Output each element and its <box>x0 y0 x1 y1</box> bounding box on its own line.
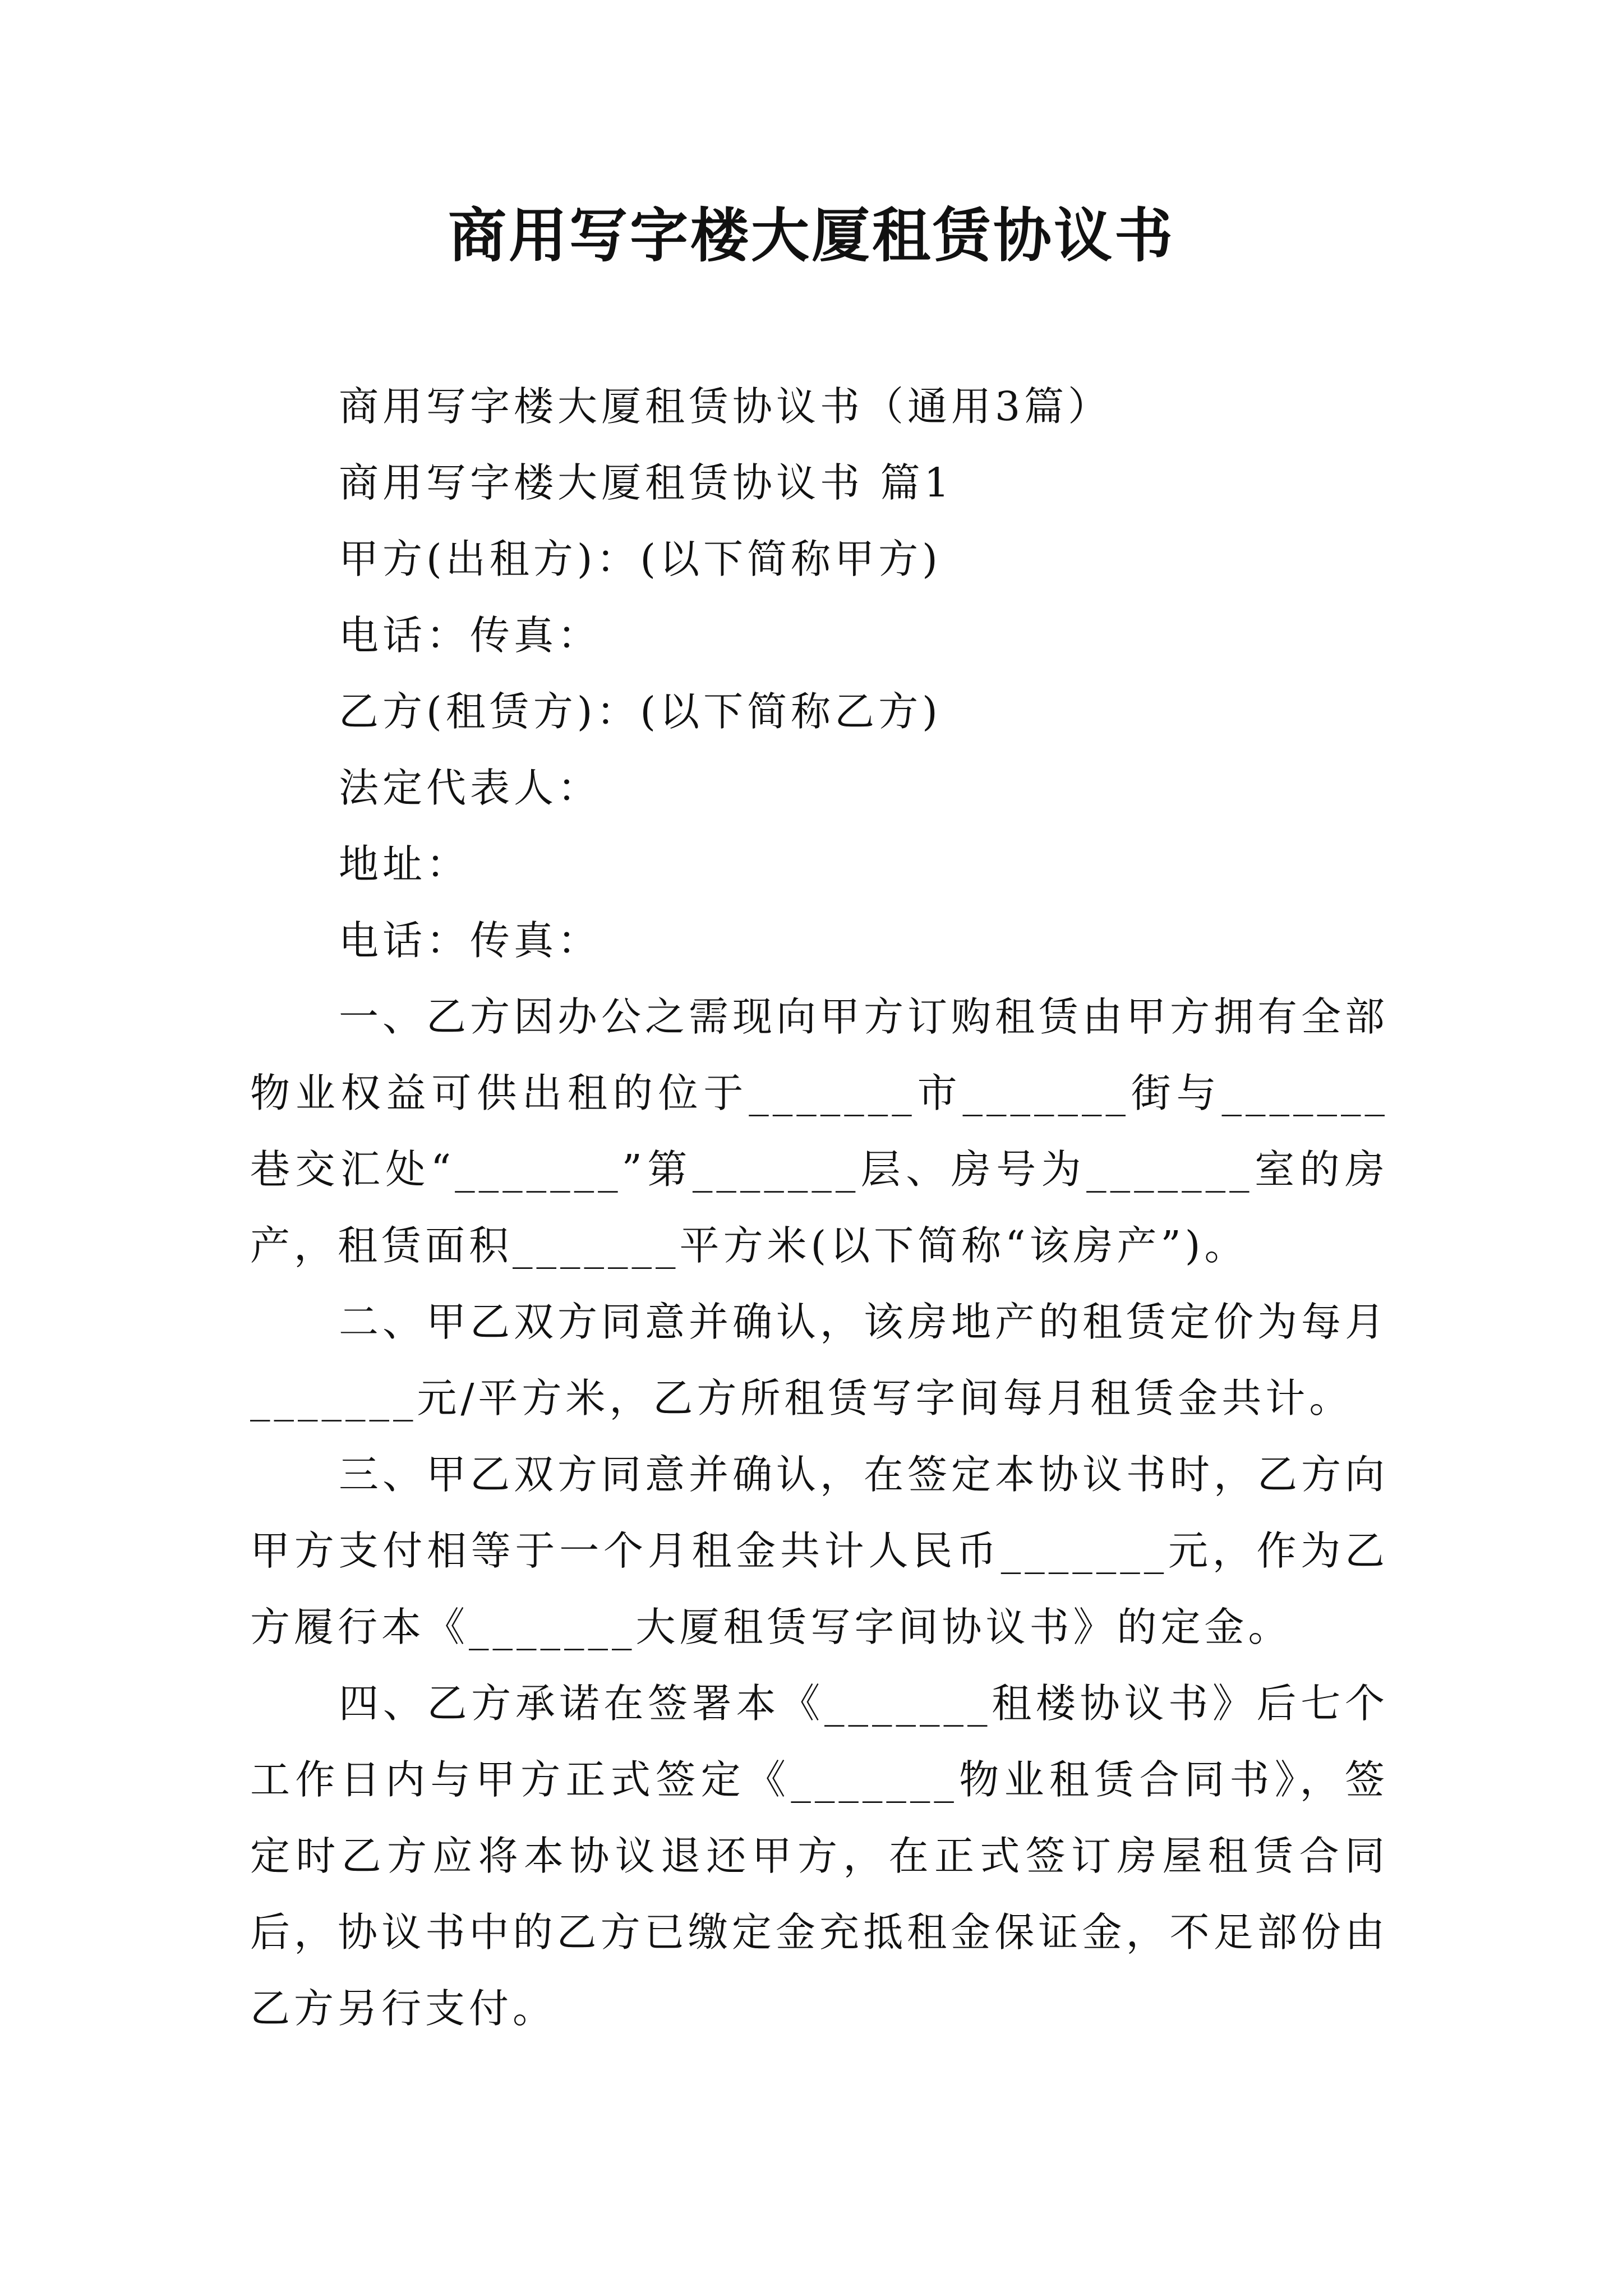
party-b-line: 乙方(租赁方)：(以下简称乙方) <box>339 688 942 735</box>
section-heading: 商用写字楼大厦租赁协议书 篇1 <box>339 459 953 506</box>
party-a-phone-line: 电话：传真： <box>339 612 602 659</box>
legal-representative-line: 法定代表人： <box>339 765 602 811</box>
clause-2: 二、甲乙双方同意并确认，该房地产的租赁定价为每月_______元/平方米，乙方所租赁写字间每月租赁金共计。 <box>250 1299 1389 1421</box>
document-body <box>250 369 1389 2047</box>
document-title: 商用写字楼大厦租赁协议书 <box>448 201 1175 270</box>
address-line: 地址： <box>339 841 471 887</box>
party-a-line: 甲方(出租方)：(以下简称甲方) <box>339 536 942 582</box>
clause-4: 四、乙方承诺在签署本《_______租楼协议书》后七个工作日内与甲方正式签定《_______物业租赁合同书》，签定时乙方应将本协议退还甲方，在正式签订房屋租赁合同后，协议书中的乙方已缴定金充抵租金保证金，不足部份由乙方另行支付。 <box>250 1680 1389 2032</box>
document-subtitle: 商用写字楼大厦租赁协议书（通用3篇） <box>339 383 1112 430</box>
clause-1: 一、乙方因办公之需现向甲方订购租赁由甲方拥有全部物业权益可供出租的位于_______市_______街与_______巷交汇处“_______”第_______层、房号为_______室的房产，租赁面积_______平方米(以下简称“该房产”)。 <box>250 993 1389 1269</box>
clause-3: 三、甲乙双方同意并确认，在签定本协议书时，乙方向甲方支付相等于一个月租金共计人民币_______元，作为乙方履行本《_______大厦租赁写字间协议书》的定金。 <box>250 1451 1389 1650</box>
party-b-phone-line: 电话：传真： <box>339 917 602 964</box>
